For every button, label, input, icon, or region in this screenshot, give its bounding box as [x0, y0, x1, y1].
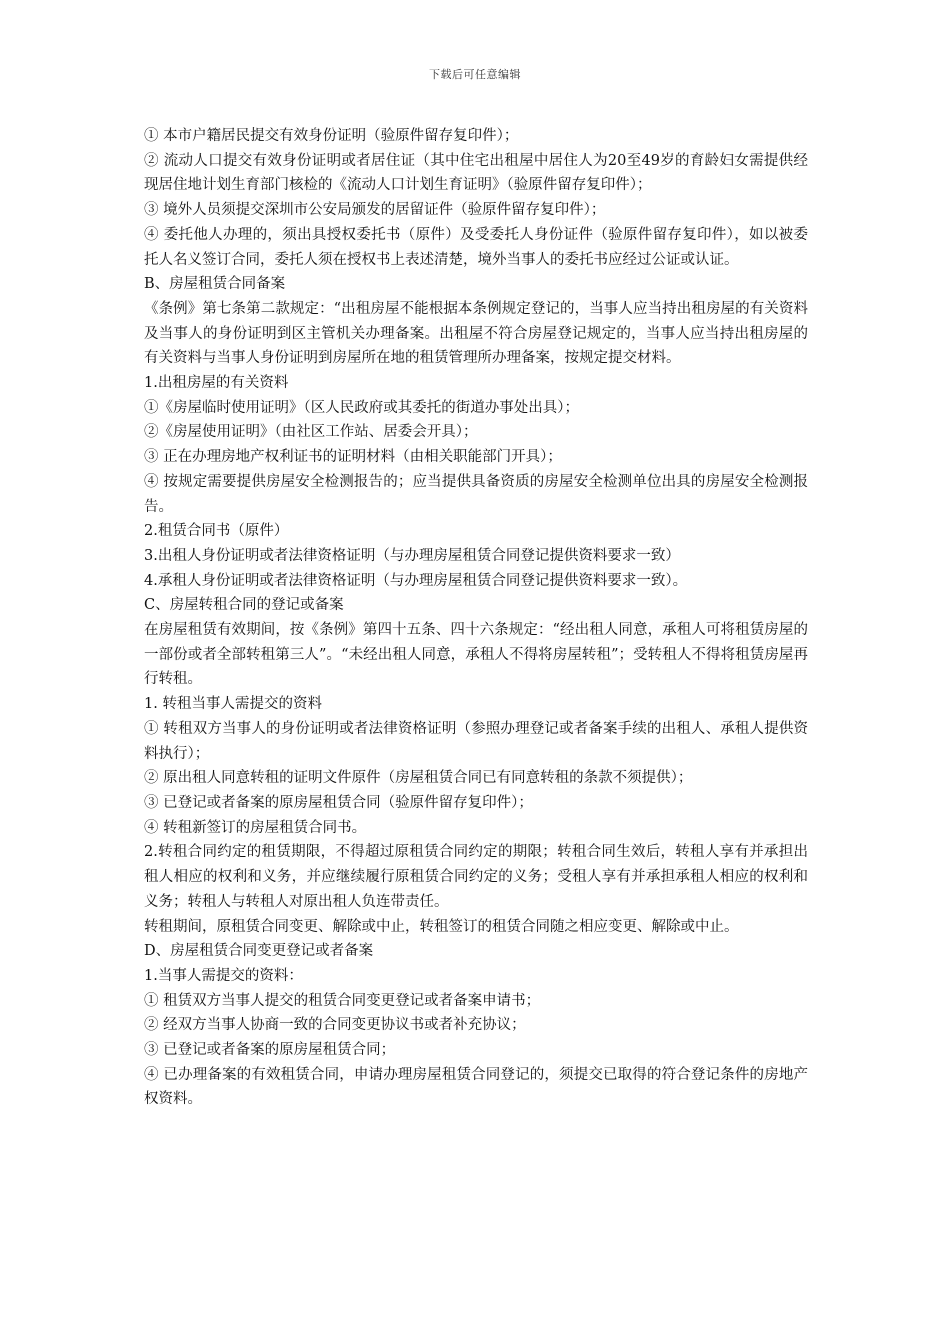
- paragraph: ④ 委托他人办理的，须出具授权委托书（原件）及受委托人身份证件（验原件留存复印件），如以被委托人名义签订合同，委托人须在授权书上表述清楚，境外当事人的委托书应经过公证或认证。: [144, 226, 808, 268]
- paragraph: ① 本市户籍居民提交有效身份证明（验原件留存复印件）；: [144, 128, 519, 144]
- paragraph: 《条例》第七条第二款规定：“出租房屋不能根据本条例规定登记的，当事人应当持出租房屋的有关资料及当事人的身份证明到区主管机关办理备案。出租屋不符合房屋登记规定的，当事人应当持出租房屋的有关资料与当事人身份证明到房屋所在地的租赁管理所办理备案，按规定提交材料。: [144, 300, 808, 367]
- subheading: 1.出租房屋的有关资料: [144, 375, 289, 392]
- paragraph: 转租期间，原租赁合同变更、解除或中止，转租签订的租赁合同随之相应变更、解除或中止。: [144, 918, 739, 935]
- subheading: 1. 转租当事人需提交的资料: [144, 696, 322, 713]
- paragraph: ③ 正在办理房地产权利证书的证明材料（由相关职能部门开具）；: [144, 449, 562, 466]
- paragraph: ③ 已登记或者备案的原房屋租赁合同；: [144, 1042, 396, 1059]
- page-header: 下载后可任意编辑: [429, 68, 521, 81]
- paragraph: ①《房屋临时使用证明》（区人民政府或其委托的街道办事处出具）；: [144, 399, 579, 416]
- paragraph: ④ 按规定需要提供房屋安全检测报告的；应当提供具备资质的房屋安全检测单位出具的房屋安全检测报告。: [144, 473, 808, 515]
- document-body: [144, 124, 808, 1112]
- section-heading: B、房屋租赁合同备案: [144, 276, 286, 293]
- paragraph: ④ 转租新签订的房屋租赁合同书。: [144, 819, 367, 836]
- subheading: 2.租赁合同书（原件）: [144, 523, 289, 540]
- paragraph: 2.转租合同约定的租赁期限，不得超过原租赁合同约定的期限；转租合同生效后，转租人享有并承担出租人相应的权利和义务，并应继续履行原租赁合同约定的义务；受租人享有并承担承租人相应的权利和义务；转租人与转租人对原出租人负连带责任。: [144, 844, 808, 910]
- paragraph: ④ 已办理备案的有效租赁合同，申请办理房屋租赁合同登记的，须提交已取得的符合登记条件的房地产权资料。: [144, 1066, 808, 1108]
- paragraph: ② 流动人口提交有效身份证明或者居住证（其中住宅出租屋中居住人为20至49岁的育龄妇女需提供经现居住地计划生育部门核检的《流动人口计划生育证明》（验原件留存复印件）；: [144, 152, 808, 194]
- paragraph: ① 转租双方当事人的身份证明或者法律资格证明（参照办理登记或者备案手续的出租人、承租人提供资料执行）；: [144, 720, 808, 762]
- subheading: 3.出租人身份证明或者法律资格证明（与办理房屋租赁合同登记提供资料要求一致）: [144, 547, 680, 564]
- paragraph: ② 经双方当事人协商一致的合同变更协议书或者补充协议；: [144, 1017, 526, 1034]
- paragraph: ② 原出租人同意转租的证明文件原件（房屋租赁合同已有同意转租的条款不须提供）；: [144, 770, 693, 787]
- paragraph: ③ 境外人员须提交深圳市公安局颁发的居留证件（验原件留存复印件）；: [144, 202, 606, 219]
- subheading: 4.承租人身份证明或者法律资格证明（与办理房屋租赁合同登记提供资料要求一致）。: [144, 572, 688, 589]
- section-heading: C、房屋转租合同的登记或备案: [144, 597, 344, 614]
- subheading: 1.当事人需提交的资料：: [144, 967, 303, 984]
- paragraph: ③ 已登记或者备案的原房屋租赁合同（验原件留存复印件）；: [144, 794, 533, 811]
- section-heading: D、房屋租赁合同变更登记或者备案: [144, 943, 374, 960]
- paragraph: ②《房屋使用证明》（由社区工作站、居委会开具）；: [144, 424, 478, 441]
- paragraph: ① 租赁双方当事人提交的租赁合同变更登记或者备案申请书；: [144, 992, 541, 1009]
- paragraph: 在房屋租赁有效期间，按《条例》第四十五条、四十六条规定：“经出租人同意，承租人可将租赁房屋的一部份或者全部转租第三人”。“未经出租人同意，承租人不得将房屋转租”；受转租人不得将租赁房屋再行转租。: [144, 622, 808, 688]
